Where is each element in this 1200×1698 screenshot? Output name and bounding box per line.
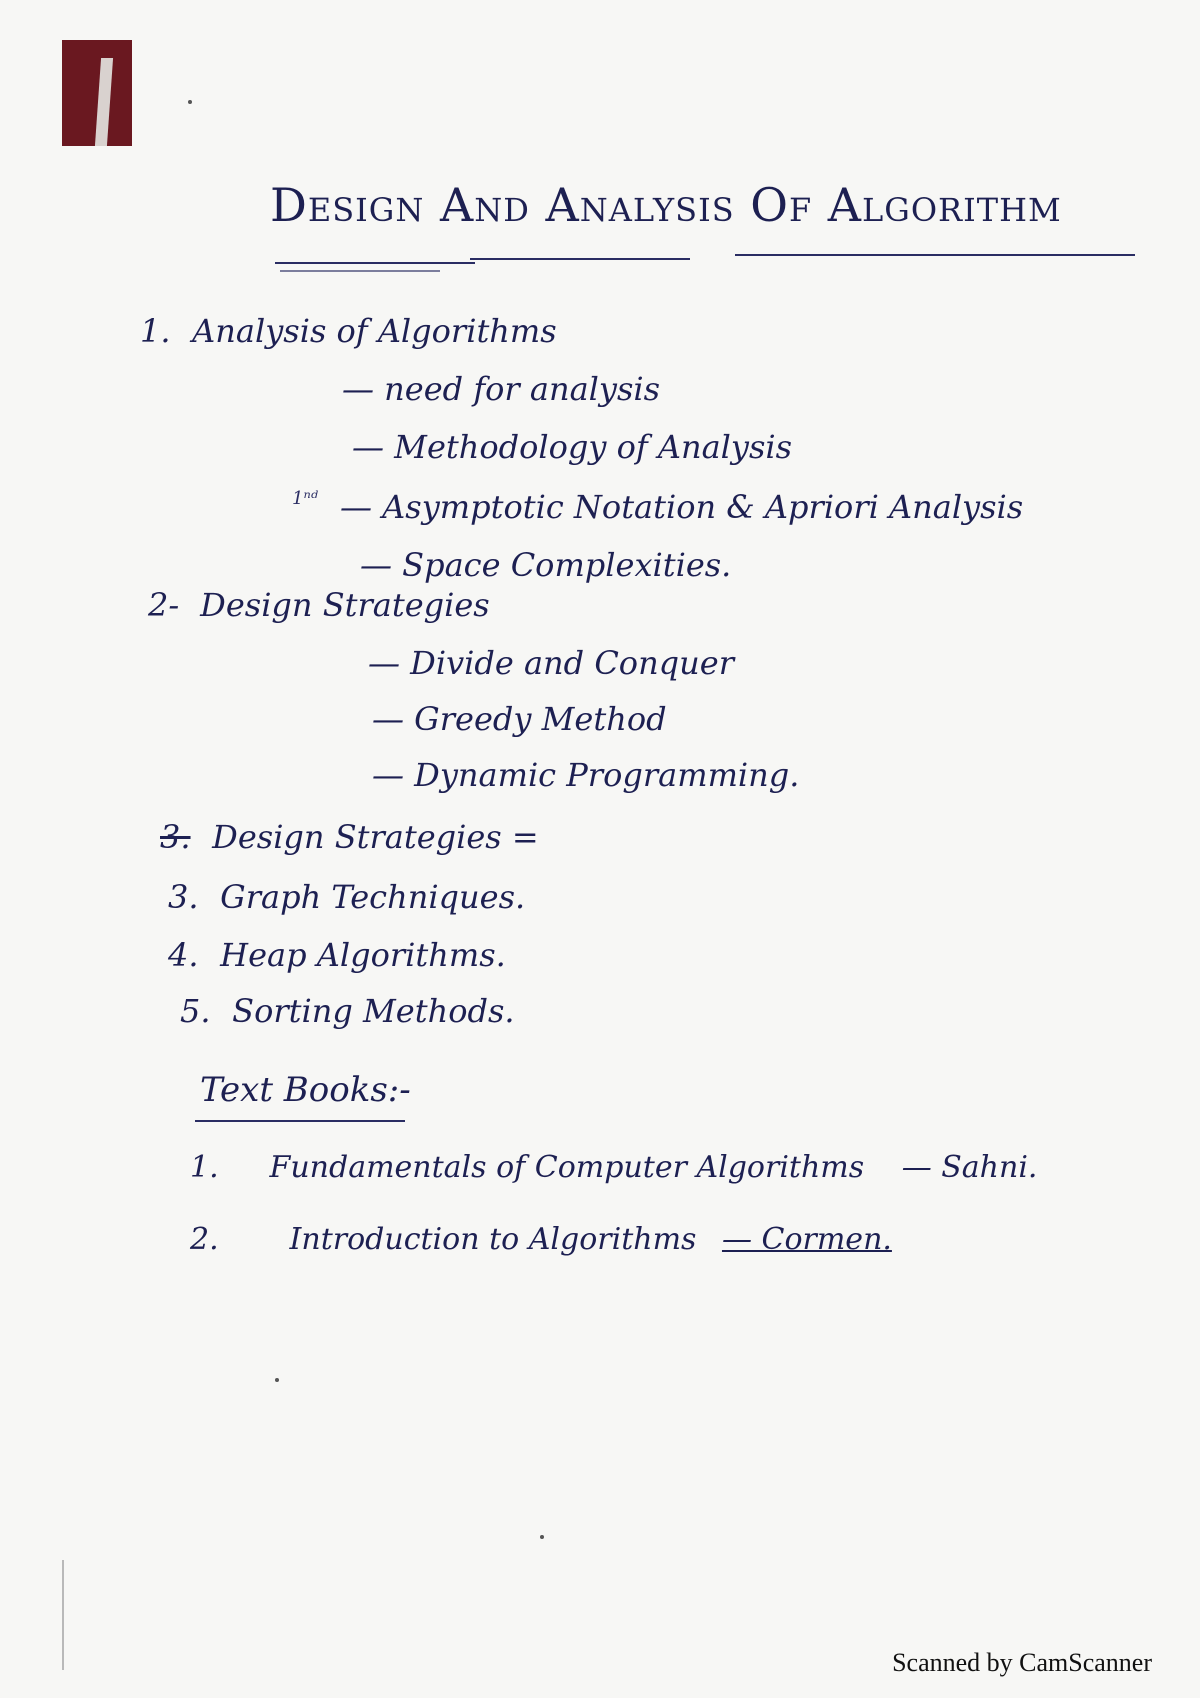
item-number: 1. [190,1150,219,1185]
section-subitem [360,546,731,584]
item-number: 3. [160,818,191,856]
section-item [148,586,490,624]
item-label: — need for analysis [342,370,661,408]
page-edge-line [62,1560,64,1670]
item-number: 3. [168,878,199,916]
item-label: Sorting Methods. [232,992,515,1030]
textbook-title: Introduction to Algorithms [289,1222,697,1257]
item-label: — Divide and Conquer [368,644,734,682]
item-label: Analysis of Algorithms [192,312,557,350]
textbook-author: — Cormen. [721,1222,892,1257]
item-label: Design Strategies = [212,818,539,856]
ink-speck [275,1378,279,1382]
item-number: 5. [180,992,211,1030]
section-item [140,312,557,350]
item-label: — Greedy Method [372,700,667,738]
item-label: Design Strategies [200,586,490,624]
section-item [168,936,506,974]
textbooks-heading: Text Books:- [200,1070,411,1110]
textbook-item [190,1222,892,1257]
section-item [160,818,539,856]
title-underline [470,258,690,260]
item-number: 2. [190,1222,219,1257]
title-underline [735,254,1135,256]
section-subitem [372,700,667,738]
item-number: 4. [168,936,199,974]
title-underline [275,262,475,264]
section-subitem [342,370,660,408]
item-number: 1. [140,312,171,350]
item-label: — Dynamic Programming. [372,756,800,794]
section-subitem [372,756,799,794]
section-item [168,878,525,916]
item-label: — Asymptotic Notation & Apriori Analysis [340,488,1024,526]
textbooks-underline [195,1120,405,1122]
margin-mark: 1ⁿᵈ [292,488,318,509]
section-subitem [340,488,1023,526]
section-subitem [368,644,734,682]
ink-speck [188,100,192,104]
section-subitem [352,428,792,466]
item-label: — Space Complexities. [360,546,732,584]
item-label: — Methodology of Analysis [352,428,793,466]
title-underline [280,270,440,272]
item-label: Graph Techniques. [220,878,526,916]
textbook-item [190,1150,1037,1185]
textbook-author: — Sahni. [901,1150,1038,1185]
section-item [180,992,515,1030]
textbook-title: Fundamentals of Computer Algorithms [269,1150,865,1185]
page-title: Design And Analysis Of Algorithm [270,178,1062,232]
item-number: 2- [148,586,180,624]
scanner-watermark: Scanned by CamScanner [892,1648,1152,1677]
ink-speck [540,1535,544,1539]
item-label: Heap Algorithms. [220,936,506,974]
